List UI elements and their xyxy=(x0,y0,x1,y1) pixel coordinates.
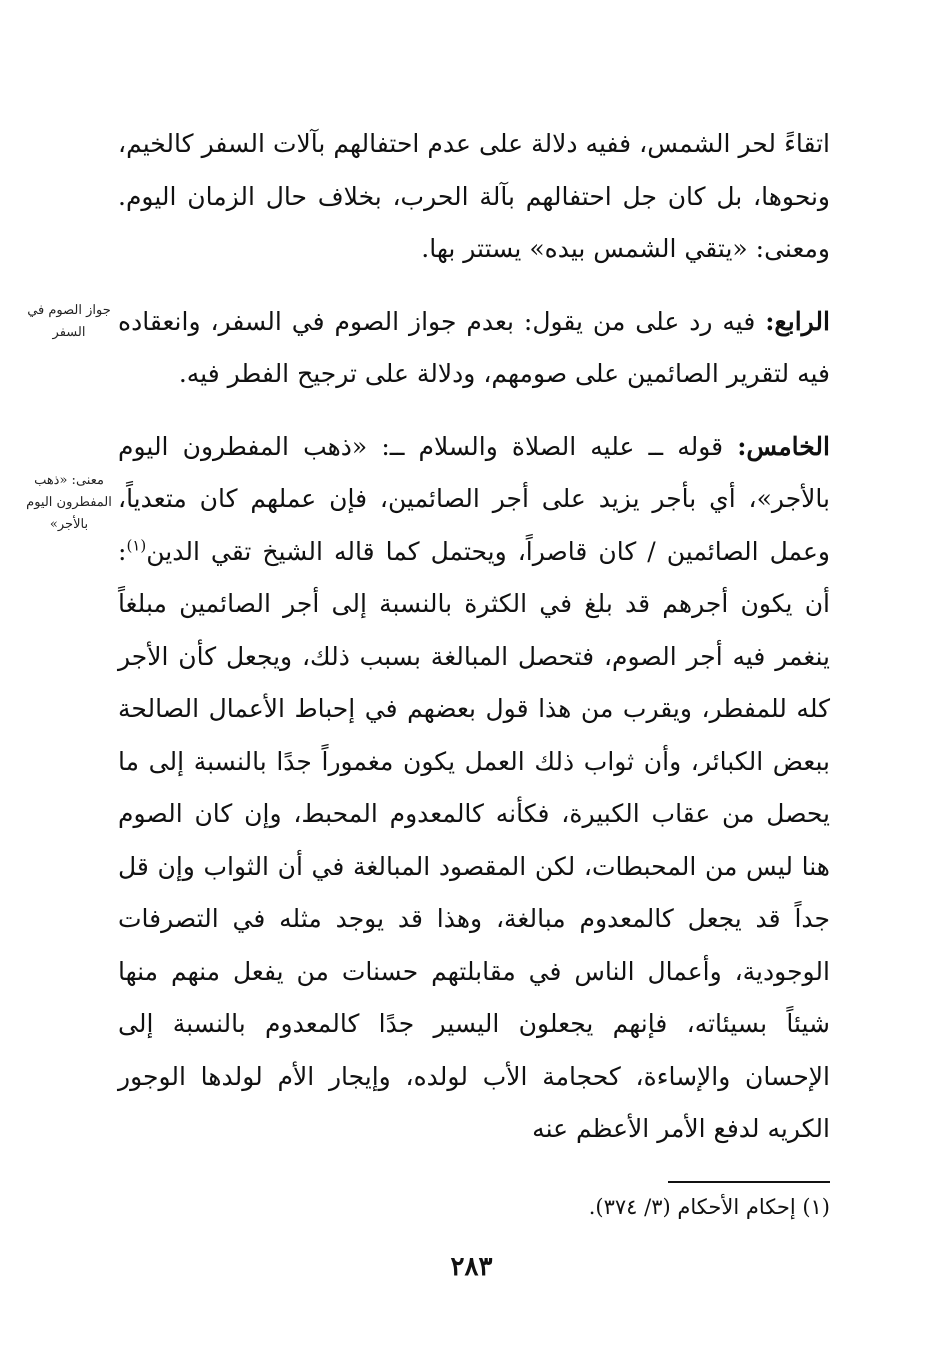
footnote-reference[interactable]: (١) xyxy=(126,536,147,555)
paragraph-heading: الخامس: xyxy=(737,431,830,461)
paragraph-heading: الرابع: xyxy=(765,306,830,336)
page-number: ٢٨٣ xyxy=(450,1252,493,1282)
paragraph-fifth xyxy=(118,421,830,1156)
paragraph-text: اتقاءً لحر الشمس، ففيه دلالة على عدم احتفالهم بآلات السفر كالخيم، ونحوها، بل كان جل احتفالهم بآلة الحرب، بخلاف حال الزمان اليوم. ومعنى: «يتقي الشمس بيده» يستتر بها. xyxy=(118,129,831,263)
paragraph-fourth xyxy=(118,296,830,401)
margin-note-fasting-travel: جواز الصوم في السفر xyxy=(27,303,111,340)
paragraph-text-continued: : أن يكون أجرهم قد بلغ في الكثرة بالنسبة إلى أجر الصائمين مبلغاً ينغمر فيه أجر الصوم، فتحصل المبالغة بسبب ذلك، ويجعل كأن الأجر كله للمفطر، ويقرب من هذا قول بعضهم في إحباط الأعمال الصالحة ببعض الكبائر، وأن ثواب ذلك العمل يكون مغموراً جدًا بالنسبة إلى ما يحصل من عقاب الكبيرة، فكأنه كالمعدوم المحبط، وإن كان الصوم هنا ليس من المحبطات، لكن المقصود المبالغة في أن الثواب وإن قل جداً قد يجعل كالمعدوم مبالغة، وهذا قد يوجد مثله في التصرفات الوجودية، وأعمال الناس في مقابلتهم حسنات من يفعل منهم منها شيئاً بسيئاته، فإنهم يجعلون اليسير جدًا كالمعدوم بالنسبة إلى الإحسان والإساءة، كحجامة الأب لولده، وإيجار الأم لولدها الوجور الكريه لدفع الأمر الأعظم عنه xyxy=(118,536,830,1143)
paragraph-continuation xyxy=(118,118,830,276)
paragraph-text: قوله ــ عليه الصلاة والسلام ــ: «ذهب المفطرون اليوم بالأجر»، أي بأجر يزيد على أجر الصائمين، فإن عملهم كان متعدياً، وعمل الصائمين / كان قاصراً، ويحتمل كما قاله الشيخ تقي الدين xyxy=(118,431,830,566)
footnote: (١) إحكام الأحكام (٣/ ٣٧٤). xyxy=(588,1195,830,1219)
main-text-body xyxy=(118,118,830,1156)
footnote-divider xyxy=(668,1181,830,1183)
paragraph-text: فيه رد على من يقول: بعدم جواز الصوم في السفر، وانعقاده فيه لتقرير الصائمين على صومهم، ودلالة على ترجيح الفطر فيه. xyxy=(118,306,830,388)
margin-note-hadith-meaning: معنى: «ذهب المفطرون اليوم بالأجر» xyxy=(26,473,112,532)
